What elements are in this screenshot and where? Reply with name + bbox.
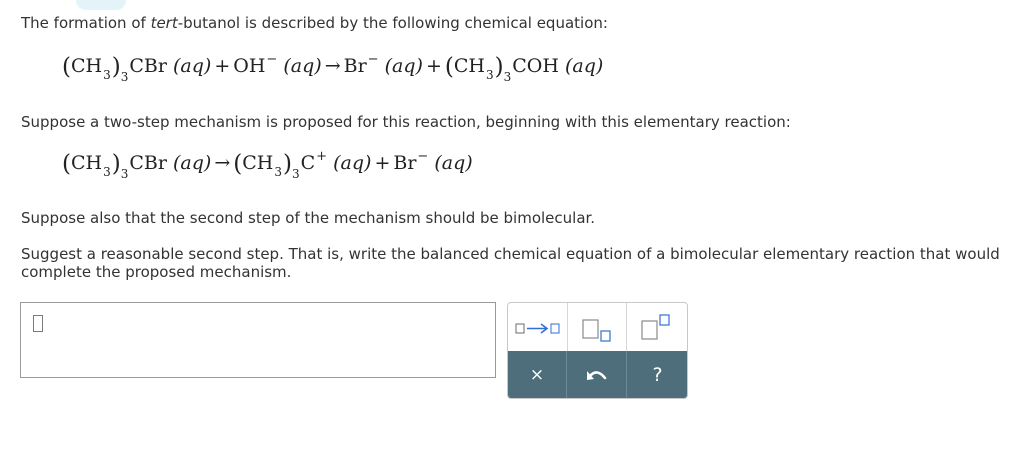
action-row bbox=[508, 351, 687, 398]
subscript-icon bbox=[568, 303, 627, 351]
suggest-text: Suggest a reasonable second step. That is, write the balanced chemical equation of a bimolecular elementary reaction that would complete the proposed mechanism. bbox=[21, 245, 1000, 281]
answer-input[interactable] bbox=[20, 302, 496, 378]
overall-equation: $(CH_3)_3CBr$ (aq) + OH− (aq) → Br− $(aq) + (CH_3)_3COH$ (aq) bbox=[62, 52, 604, 84]
undo-button[interactable] bbox=[568, 351, 627, 398]
first-step-equation: $(CH_3)_3CBr$ $(aq) \to (CH_3)_3C^+$ (aq) + Br− (aq) bbox=[62, 149, 473, 181]
close-icon: × bbox=[529, 364, 545, 385]
help-icon: ? bbox=[652, 363, 663, 386]
clear-button[interactable] bbox=[508, 351, 567, 398]
format-tools-row bbox=[508, 303, 687, 351]
undo-icon bbox=[586, 367, 608, 383]
help-button[interactable] bbox=[628, 351, 687, 398]
intro-text: The formation of tert-butanol is described by the following chemical equation: bbox=[21, 14, 608, 32]
top-tab-decoration bbox=[76, 0, 126, 10]
input-cursor-placeholder bbox=[33, 315, 43, 332]
subscript-button[interactable] bbox=[568, 303, 627, 351]
reaction-arrow-button[interactable] bbox=[508, 303, 568, 351]
superscript-button[interactable] bbox=[627, 303, 687, 351]
reaction-arrow-icon bbox=[508, 303, 568, 351]
bimolecular-text: Suppose also that the second step of the mechanism should be bimolecular. bbox=[21, 209, 596, 227]
superscript-icon bbox=[627, 303, 687, 351]
equation-toolbar bbox=[507, 302, 688, 399]
mechanism-text: Suppose a two-step mechanism is proposed for this reaction, beginning with this elementary reaction: bbox=[21, 113, 791, 131]
